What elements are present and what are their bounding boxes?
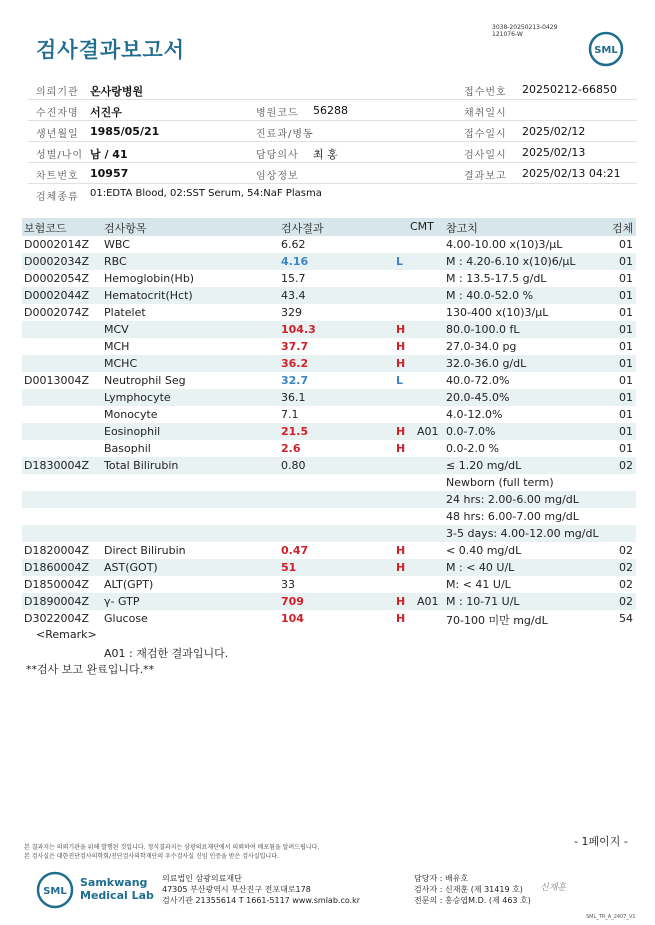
col-specimen-header: 검체 xyxy=(612,222,634,235)
table-row xyxy=(22,253,636,270)
reference-range: 0.0-2.0 % xyxy=(446,442,499,455)
table-row xyxy=(22,406,636,423)
sml-logo-icon xyxy=(588,31,624,67)
test-name: MCV xyxy=(104,323,129,336)
reference-range: M : 4.20-6.10 x(10)6/μL xyxy=(446,255,576,268)
specimen-code: 01 xyxy=(619,408,633,421)
specimen-code: 54 xyxy=(619,612,633,625)
test-result: 6.62 xyxy=(281,238,306,251)
info-row-specimen xyxy=(28,184,637,205)
info-row-chart xyxy=(28,163,637,184)
table-row xyxy=(22,270,636,287)
form-code: SML_TR_A_2407_V1 xyxy=(586,914,636,920)
test-name: RBC xyxy=(104,255,127,268)
test-name: ALT(GPT) xyxy=(104,578,154,591)
page-title: 검사결과보고서 xyxy=(36,38,186,62)
specimen-code: 02 xyxy=(619,595,633,608)
test-result: 104 xyxy=(281,612,304,625)
test-code: D1890004Z xyxy=(24,595,89,608)
lab-name xyxy=(80,876,154,902)
received-value: 2025/02/12 xyxy=(522,125,586,138)
reference-range: 4.00-10.00 x(10)3/μL xyxy=(446,238,563,251)
doctor-value: 최 홍 xyxy=(313,148,338,161)
test-name: Neutrophil Seg xyxy=(104,374,186,387)
result-flag: H xyxy=(396,612,406,625)
remark-label: <Remark> xyxy=(36,628,97,641)
test-result: 15.7 xyxy=(281,272,306,285)
test-name: Hematocrit(Hct) xyxy=(104,289,193,302)
result-flag: H xyxy=(396,544,406,557)
specimen-label: 검체종류 xyxy=(36,192,79,203)
result-flag: L xyxy=(396,374,404,387)
blank-row xyxy=(22,797,636,814)
report-value: 2025/02/13 04:21 xyxy=(522,167,621,180)
hospital-value: 온사랑병원 xyxy=(90,85,144,98)
test-result: 37.7 xyxy=(281,340,309,353)
reference-range: 3-5 days: 4.00-12.00 mg/dL xyxy=(446,527,599,540)
results-table-header xyxy=(22,218,636,236)
staff-contact: 담당자 : 배유호 xyxy=(414,874,469,883)
reference-range: 70-100 미만 mg/dL xyxy=(446,614,548,627)
staff-specialist: 전문의 : 홍승엽M.D. (제 463 호) xyxy=(414,896,531,905)
patient-name-value: 서진우 xyxy=(90,106,122,119)
specimen-value: 01:EDTA Blood, 02:SST Serum, 54:NaF Plasma xyxy=(90,188,322,199)
test-result: 329 xyxy=(281,306,302,319)
table-row xyxy=(22,525,636,542)
test-code: D0002054Z xyxy=(24,272,89,285)
table-row xyxy=(22,423,636,440)
reference-range: M: < 41 U/L xyxy=(446,578,511,591)
table-row xyxy=(22,355,636,372)
specimen-code: 01 xyxy=(619,238,633,251)
result-flag: H xyxy=(396,357,406,370)
reference-range: ≤ 1.20 mg/dL xyxy=(446,459,522,472)
test-result: 51 xyxy=(281,561,297,574)
clinical-label: 임상정보 xyxy=(256,171,299,182)
document-id xyxy=(492,24,557,38)
hospital-label: 의뢰기관 xyxy=(36,87,79,98)
table-row xyxy=(22,236,636,253)
sex-age-value: 남 / 41 xyxy=(90,148,128,161)
hospital-code-value: 56288 xyxy=(313,104,348,117)
lab-name-line1: Samkwang xyxy=(80,876,148,889)
reference-range: M : 40.0-52.0 % xyxy=(446,289,534,302)
table-row xyxy=(22,457,636,474)
lab-name-line2: Medical Lab xyxy=(80,889,154,902)
specimen-code: 01 xyxy=(619,323,633,336)
report-label: 결과보고 xyxy=(464,171,507,182)
specimen-code: 02 xyxy=(619,578,633,591)
report-complete-text: **검사 보고 완료입니다.** xyxy=(26,663,155,676)
col-name-header: 검사항목 xyxy=(104,222,147,235)
table-row xyxy=(22,474,636,491)
test-name: MCHC xyxy=(104,357,138,370)
table-row xyxy=(22,389,636,406)
reference-range: 24 hrs: 2.00-6.00 mg/dL xyxy=(446,493,579,506)
specimen-code: 01 xyxy=(619,391,633,404)
specimen-code: 01 xyxy=(619,357,633,370)
reference-range: M : < 40 U/L xyxy=(446,561,515,574)
table-row xyxy=(22,559,636,576)
specimen-code: 02 xyxy=(619,561,633,574)
received-label: 접수일시 xyxy=(464,129,507,140)
test-result: 7.1 xyxy=(281,408,299,421)
lab-address-2: 47305 부산광역시 부산진구 전포대로178 xyxy=(162,885,311,894)
dob-value: 1985/05/21 xyxy=(90,125,160,138)
sex-age-label: 성별/나이 xyxy=(36,150,84,161)
remark-text: A01 : 재검한 결과입니다. xyxy=(104,647,229,660)
specimen-code: 01 xyxy=(619,340,633,353)
table-row xyxy=(22,593,636,610)
test-result: 43.4 xyxy=(281,289,306,302)
reference-range: M : 10-71 U/L xyxy=(446,595,520,608)
reference-range: 40.0-72.0% xyxy=(446,374,510,387)
test-comment: A01 xyxy=(417,595,439,608)
test-code: D3022004Z xyxy=(24,612,89,625)
blank-row xyxy=(22,763,636,780)
reference-range: Newborn (full term) xyxy=(446,476,554,489)
dept-label: 진료과/병동 xyxy=(256,129,314,140)
result-flag: H xyxy=(396,340,406,353)
specimen-code: 01 xyxy=(619,255,633,268)
col-result-header: 검사결과 xyxy=(281,222,324,235)
test-name: AST(GOT) xyxy=(104,561,158,574)
info-row-name xyxy=(28,100,637,121)
specimen-code: 01 xyxy=(619,374,633,387)
document-id-line1: 3038-20250213-0429 xyxy=(492,24,558,31)
specimen-code: 02 xyxy=(619,544,633,557)
samkwang-logo-icon xyxy=(36,871,74,909)
test-result: 2.6 xyxy=(281,442,301,455)
samkwang-logo-text: SML xyxy=(43,886,67,897)
info-row-sex-age xyxy=(28,142,637,163)
table-row xyxy=(22,287,636,304)
test-name: Hemoglobin(Hb) xyxy=(104,272,195,285)
test-code: D1860004Z xyxy=(24,561,89,574)
test-name: Eosinophil xyxy=(104,425,161,438)
result-flag: H xyxy=(396,595,406,608)
test-name: Monocyte xyxy=(104,408,158,421)
test-code: D0013004Z xyxy=(24,374,89,387)
test-code: D1850004Z xyxy=(24,578,89,591)
table-row xyxy=(22,491,636,508)
test-name: WBC xyxy=(104,238,130,251)
patient-name-label: 수진자명 xyxy=(36,108,79,119)
tested-label: 검사일시 xyxy=(464,150,507,161)
test-result: 104.3 xyxy=(281,323,316,336)
test-result: 0.80 xyxy=(281,459,306,472)
page-number: - 1페이지 - xyxy=(574,835,628,848)
test-result: 36.2 xyxy=(281,357,309,370)
hospital-code-label: 병원코드 xyxy=(256,108,299,119)
table-row xyxy=(22,372,636,389)
footer-note-1: 본 결과지는 의뢰기관을 위해 발행된 것입니다. 정식결과지는 삼광의료재단에서 의뢰하여 배포됨을 알려드립니다. xyxy=(24,844,320,851)
table-row xyxy=(22,576,636,593)
test-result: 33 xyxy=(281,578,295,591)
test-code: D1830004Z xyxy=(24,459,89,472)
reference-range: 130-400 x(10)3/μL xyxy=(446,306,549,319)
document-id-line2: 121076-W xyxy=(492,31,523,38)
test-name: Glucose xyxy=(104,612,148,625)
receipt-no-value: 20250212-66850 xyxy=(522,83,617,96)
test-name: Basophil xyxy=(104,442,151,455)
sml-logo-text: SML xyxy=(594,45,618,56)
blank-row xyxy=(22,729,636,746)
test-name: Platelet xyxy=(104,306,146,319)
collection-label: 채취일시 xyxy=(464,108,507,119)
test-name: γ- GTP xyxy=(104,595,140,608)
test-code: D0002044Z xyxy=(24,289,89,302)
reference-range: 32.0-36.0 g/dL xyxy=(446,357,527,370)
table-row xyxy=(22,338,636,355)
table-row xyxy=(22,542,636,559)
test-code: D0002074Z xyxy=(24,306,89,319)
test-code: D0002034Z xyxy=(24,255,89,268)
test-result: 0.47 xyxy=(281,544,309,557)
signature: 신재훈 xyxy=(540,883,567,893)
test-code: D1820004Z xyxy=(24,544,89,557)
table-row xyxy=(22,610,636,627)
test-code: D0002014Z xyxy=(24,238,89,251)
reference-range: 4.0-12.0% xyxy=(446,408,503,421)
specimen-code: 01 xyxy=(619,442,633,455)
result-flag: H xyxy=(396,323,406,336)
test-result: 32.7 xyxy=(281,374,309,387)
doctor-label: 담당의사 xyxy=(256,150,299,161)
test-result: 4.16 xyxy=(281,255,309,268)
staff-tester: 검사자 : 신재훈 (제 31419 호) xyxy=(414,885,523,894)
footer-note-2: 본 검사실은 대한진단검사의학회/진단검사의학재단의 우수검사실 신임 인증을 받은 검사실입니다. xyxy=(24,853,279,860)
test-name: Direct Bilirubin xyxy=(104,544,186,557)
col-code-header: 보험코드 xyxy=(24,222,67,235)
dob-label: 생년월일 xyxy=(36,129,79,140)
info-row-hospital xyxy=(28,79,637,100)
col-ref-header: 참고치 xyxy=(446,222,478,235)
info-row-dob xyxy=(28,121,637,142)
specimen-code: 01 xyxy=(619,272,633,285)
blank-row xyxy=(22,695,636,712)
tested-value: 2025/02/13 xyxy=(522,146,586,159)
test-name: Total Bilirubin xyxy=(104,459,179,472)
blank-row xyxy=(22,627,636,644)
reference-range: M : 13.5-17.5 g/dL xyxy=(446,272,547,285)
lab-address-1: 의료법인 삼광의료재단 xyxy=(162,874,242,883)
lab-address-3: 검사기관 21355614 T 1661-5117 www.smlab.co.kr xyxy=(162,896,361,905)
test-result: 709 xyxy=(281,595,304,608)
table-row xyxy=(22,440,636,457)
reference-range: 0.0-7.0% xyxy=(446,425,496,438)
chart-label: 차트번호 xyxy=(36,171,79,182)
table-row xyxy=(22,321,636,338)
specimen-code: 02 xyxy=(619,459,633,472)
test-result: 21.5 xyxy=(281,425,309,438)
result-flag: L xyxy=(396,255,404,268)
table-row xyxy=(22,508,636,525)
specimen-code: 01 xyxy=(619,425,633,438)
test-result: 36.1 xyxy=(281,391,306,404)
result-flag: H xyxy=(396,442,406,455)
table-row xyxy=(22,304,636,321)
receipt-no-label: 접수번호 xyxy=(464,87,507,98)
reference-range: 80.0-100.0 fL xyxy=(446,323,520,336)
reference-range: < 0.40 mg/dL xyxy=(446,544,522,557)
result-flag: H xyxy=(396,561,406,574)
test-name: Lymphocyte xyxy=(104,391,171,404)
col-cmt-header: CMT xyxy=(410,220,434,233)
test-comment: A01 xyxy=(417,425,439,438)
specimen-code: 01 xyxy=(619,306,633,319)
test-name: MCH xyxy=(104,340,130,353)
specimen-code: 01 xyxy=(619,289,633,302)
reference-range: 20.0-45.0% xyxy=(446,391,510,404)
reference-range: 48 hrs: 6.00-7.00 mg/dL xyxy=(446,510,579,523)
chart-value: 10957 xyxy=(90,167,129,180)
reference-range: 27.0-34.0 pg xyxy=(446,340,517,353)
result-flag: H xyxy=(396,425,406,438)
